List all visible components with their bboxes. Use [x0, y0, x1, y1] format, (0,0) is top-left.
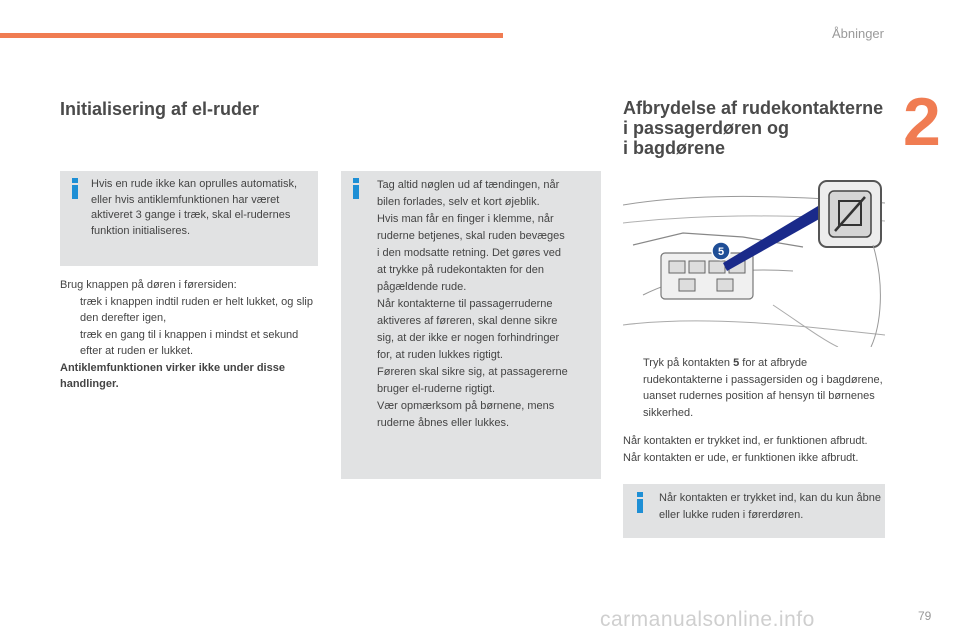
watermark: carmanualsonline.info — [600, 608, 815, 631]
text-line: pågældende rude. — [377, 281, 467, 293]
left-title: Initialisering af el-ruder — [60, 99, 260, 119]
list-item — [623, 355, 885, 421]
list-item — [60, 294, 318, 327]
bullet-marker — [60, 294, 80, 327]
page-number: 79 — [918, 609, 932, 623]
top-accent-bar — [0, 33, 503, 38]
section-header: Åbninger — [831, 26, 884, 41]
text-line: Når kontakterne til passagerruderne — [377, 298, 553, 310]
info-box-driver — [623, 484, 885, 538]
status-pressed-text: Når kontakten er trykket ind, er funktionen afbrudt. — [623, 435, 868, 447]
text-line: Vær opmærksom på børnene, mens — [377, 400, 555, 412]
text-line: bilen forlades, selv et kort øjeblik. — [377, 196, 540, 208]
info-box-initialise — [60, 171, 318, 266]
right-title — [623, 99, 883, 158]
info-icon — [72, 185, 78, 199]
text-line: ruderne betjenes, skal ruden bevæges — [377, 230, 565, 242]
info-text: Hvis en rude ikke kan oprulles automatisk, eller hvis antiklemfunktionen har været aktiveret 3 gange i træk, skal el-rudernes funktion initialiseres. — [91, 178, 298, 237]
info-box-safety — [341, 171, 601, 479]
title-line: i passagerdøren og — [623, 117, 790, 138]
text-span: Tryk på kontakten — [643, 357, 734, 369]
text-span: for at afbryde rudekontakterne i passagersiden og i bagdørene, uanset rudernes position af hensyn til børnenes sikkerhed. — [643, 357, 883, 419]
info-icon — [637, 499, 643, 513]
warning-note: Antiklemfunktionen virker ikke under disse handlinger. — [60, 361, 285, 390]
chapter-number: 2 — [903, 84, 941, 160]
right-body — [623, 355, 885, 466]
status-released-text: Når kontakten er ude, er funktionen ikke afbrudt. — [623, 451, 859, 464]
bullet-text — [643, 355, 885, 421]
safety-text — [377, 177, 599, 432]
bullet-marker — [60, 327, 80, 360]
text-line: Tag altid nøglen ud af tændingen, når — [377, 179, 560, 191]
text-line: for, at ruden lukkes rigtigt. — [377, 349, 503, 361]
text-line: Hvis man får en finger i klemme, når — [377, 213, 554, 225]
intro-text: Brug knappen på døren i førersiden: — [60, 279, 237, 291]
list-item — [60, 327, 318, 360]
text-line: aktiveres af føreren, skal denne sikre — [377, 315, 558, 327]
text-line: i den modsatte retning. Det gøres ved — [377, 247, 562, 259]
text-line: bruger el-ruderne rigtigt. — [377, 383, 496, 395]
bullet-text: træk i knappen indtil ruden er helt lukket, og slip den derefter igen, — [80, 295, 313, 324]
switch-number: 5 — [733, 357, 740, 369]
bullet-text: træk en gang til i knappen i mindst et sekund efter at ruden er lukket. — [80, 328, 299, 357]
text-line: sig, at der ikke er nogen forhindringer — [377, 332, 560, 344]
info-text: Når kontakten er trykket ind, kan du kun åbne eller lukke ruden i førerdøren. — [659, 492, 881, 521]
door-switch-illustration — [623, 175, 885, 347]
text-line: Føreren skal sikre sig, at passagererne — [377, 366, 568, 378]
callout-5: 5 — [717, 246, 725, 258]
text-line: ruderne åbnes eller lukkes. — [377, 417, 510, 429]
left-body — [60, 277, 318, 393]
info-icon — [353, 185, 359, 199]
text-line: at trykke på rudekontakten for den — [377, 264, 544, 276]
title-line: Afbrydelse af rudekontakterne — [623, 98, 884, 118]
title-line: i bagdørene — [623, 137, 726, 158]
bullet-marker — [623, 355, 643, 421]
